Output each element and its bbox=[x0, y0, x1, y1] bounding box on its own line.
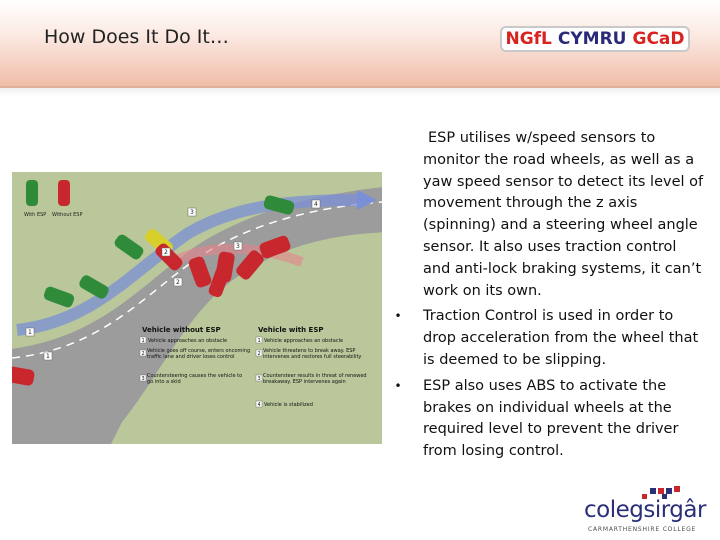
without-step-1: Vehicle approaches an obstacle bbox=[148, 338, 228, 344]
college-subtitle: CARMARTHENSHIRE COLLEGE bbox=[588, 526, 697, 533]
with-step-4: Vehicle is stabilized bbox=[264, 402, 313, 408]
college-name: colegsirgâr bbox=[584, 497, 706, 523]
paragraph-traction-text: Traction Control is used in order to drop acceleration from the wheel that is deemed to be slipping. bbox=[423, 308, 699, 368]
body-text bbox=[392, 128, 704, 467]
road-label-3a: 3 bbox=[190, 209, 194, 216]
legend-green-car bbox=[26, 180, 38, 206]
road-label-2b: 2 bbox=[176, 279, 180, 286]
without-step-2: Vehicle goes off course, enters oncoming traffic lane and driver loses control bbox=[147, 348, 251, 360]
road-label-1b: 1 bbox=[46, 353, 50, 360]
with-step-1-num: 1 bbox=[257, 338, 261, 344]
road-label-4: 4 bbox=[314, 201, 318, 208]
logo-cymru: CYMRU bbox=[557, 29, 627, 49]
ngfl-cymru-logo bbox=[500, 26, 690, 52]
logo-ngfl: NGfL bbox=[505, 29, 552, 49]
with-step-3-num: 3 bbox=[257, 376, 261, 382]
esp-diagram bbox=[12, 172, 382, 444]
road-label-3b: 3 bbox=[236, 243, 240, 250]
with-step-2: Vehicle threatens to break away. ESP intervenes and restores full steerability bbox=[263, 348, 362, 360]
legend-with-esp: With ESP bbox=[24, 212, 47, 218]
paragraph-abs bbox=[392, 376, 704, 463]
bullet-marker: • bbox=[394, 378, 402, 393]
paragraph-traction-control bbox=[392, 306, 704, 371]
logo-gcad: GCaD bbox=[632, 29, 685, 49]
slide-title: How Does It Do It… bbox=[44, 26, 229, 48]
without-esp-title: Vehicle without ESP bbox=[142, 326, 221, 334]
without-step-3: Countersteering causes the vehicle to go into a skid bbox=[147, 373, 243, 385]
legend-red-car bbox=[58, 180, 70, 206]
paragraph-esp-sensors: ESP utilises w/speed sensors to monitor the road wheels, as well as a yaw speed sensor to detect its level of movement through the z axis (spinning) and a steering wheel angle sensor. It also uses traction control and anti-lock braking systems, it can’t work on its own. bbox=[423, 130, 704, 299]
with-step-2-num: 2 bbox=[257, 351, 261, 357]
legend-without-esp: Without ESP bbox=[52, 212, 83, 218]
bullet-marker: • bbox=[394, 309, 402, 324]
road-label-1a: 1 bbox=[28, 329, 32, 336]
with-step-4-num: 4 bbox=[257, 402, 261, 408]
with-step-1: Vehicle approaches an obstacle bbox=[264, 338, 344, 344]
without-step-1-num: 1 bbox=[141, 338, 145, 344]
without-step-3-num: 3 bbox=[141, 376, 145, 382]
with-step-3: Countersteer results in threat of renewed breakaway. ESP intervenes again bbox=[263, 373, 367, 385]
with-esp-title: Vehicle with ESP bbox=[258, 326, 324, 334]
road-label-2a: 2 bbox=[164, 249, 168, 256]
without-step-2-num: 2 bbox=[141, 351, 145, 357]
paragraph-abs-text: ESP also uses ABS to activate the brakes on individual wheels at the required level to prevent the driver from losing control. bbox=[423, 377, 679, 460]
header-divider bbox=[0, 86, 720, 96]
